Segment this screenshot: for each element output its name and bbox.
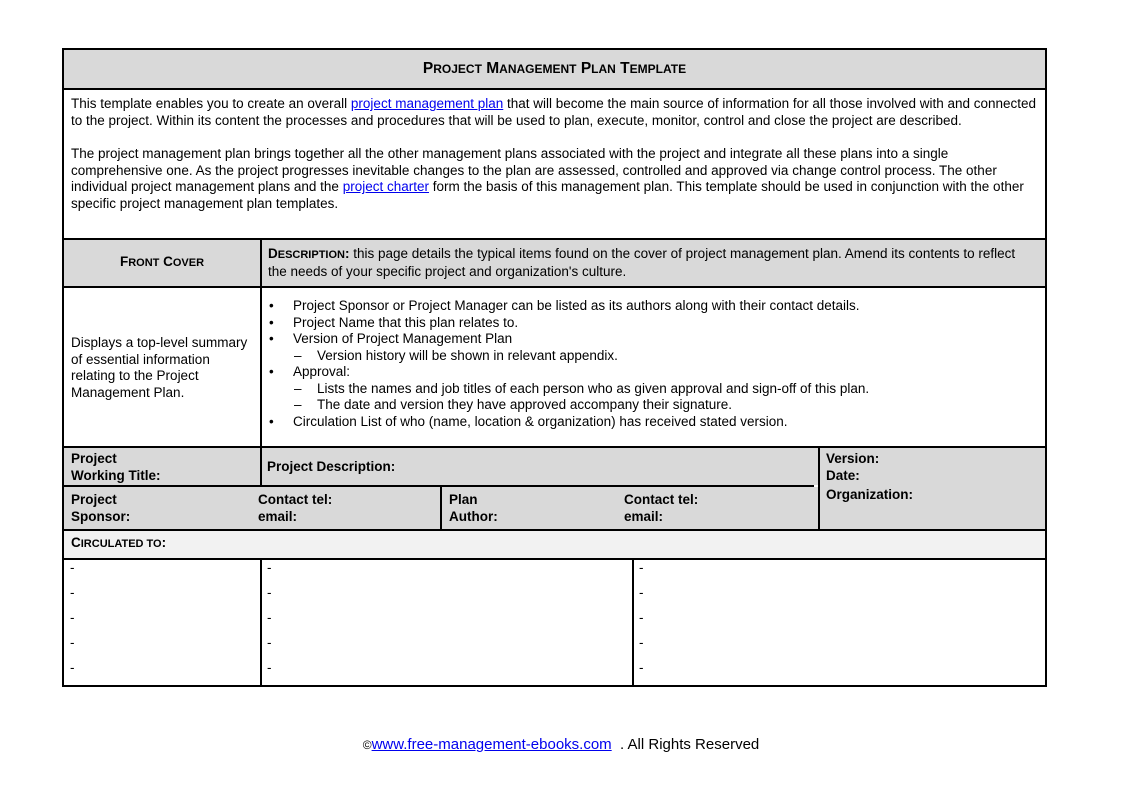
list-item: – Version history will be shown in relevant appendix. (294, 347, 618, 363)
copyright-symbol: © (362, 738, 372, 752)
list-item: - (267, 585, 272, 600)
intro-paragraph-2: The project management plan brings together all the other management plans associated with the project and integrate all these plans into a single comprehensive one. As the project progresses inevitable changes to the plan are assessed, controlled and approved via change control process. The other individual project management plans and the project charter form the basis of this management plan. This template should be used in conjunction with the other specific project management plan templates. (71, 146, 1024, 211)
template-table (62, 48, 1047, 687)
list-item: - (70, 610, 75, 625)
working-title-label: Working Title: (71, 468, 161, 483)
list-item: - (267, 660, 272, 675)
project-label: Project (71, 451, 117, 466)
page-title: PROJECT MANAGEMENT PLAN TEMPLATE (64, 50, 1045, 88)
list-item: - (70, 560, 75, 575)
project-charter-link[interactable]: project charter (342, 179, 429, 194)
list-item: - (267, 560, 272, 575)
project-description-label: Project Description: (267, 459, 396, 474)
version-cell (820, 448, 1045, 485)
contact-tel-label: Contact tel: (258, 492, 333, 507)
divider (64, 286, 1045, 288)
circulated-to-header: CIRCULATED TO: (64, 531, 1045, 558)
intro-text (71, 96, 1039, 229)
divider (64, 558, 1045, 560)
plan-label: Plan (449, 492, 478, 507)
rights-text: . All Rights Reserved (611, 736, 760, 753)
sponsor-label: Sponsor: (71, 509, 131, 524)
list-item: - (639, 585, 644, 600)
website-link[interactable]: www.free-management-ebooks.com (371, 736, 612, 753)
footer (0, 737, 1122, 754)
author-label: Author: (449, 509, 498, 524)
author-cell (442, 487, 818, 529)
version-label: Version: (826, 451, 880, 466)
divider (260, 558, 262, 687)
list-item: – Lists the names and job titles of each person who as given approval and sign-off of this plan. (294, 380, 870, 396)
list-item: - (70, 585, 75, 600)
sponsor-cell (64, 487, 440, 529)
bullet-list (264, 298, 1037, 430)
list-item: • Project Sponsor or Project Manager can be listed as its authors along with their contact details. (269, 298, 860, 313)
circulation-column-1 (70, 560, 75, 685)
divider (632, 558, 634, 687)
section-summary: Displays a top-level summary of essential information relating to the Project Management Plan. (71, 335, 248, 400)
project-description-cell (262, 448, 818, 485)
list-item: - (639, 660, 644, 675)
circulation-column-3 (639, 560, 644, 685)
list-item: - (267, 635, 272, 650)
list-item: - (639, 560, 644, 575)
section-description: DESCRIPTION: this page details the typical items found on the cover of project management plan. Amend its contents to reflect the needs of your specific project and organization's culture. (262, 240, 1045, 286)
section-name: FRONT COVER (64, 240, 260, 286)
list-item: • Version of Project Management Plan (269, 331, 513, 346)
sponsor-project-label: Project (71, 492, 117, 507)
divider (64, 88, 1045, 90)
circulation-column-2 (267, 560, 272, 685)
list-item: • Circulation List of who (name, location & organization) has received stated version. (269, 413, 788, 429)
list-item: • Approval: (269, 364, 351, 379)
email-label: email: (624, 509, 664, 524)
intro-paragraph-1: This template enables you to create an overall project management plan that will become the main source of information for all those involved with and connected to the project. Within its content the processes and procedures that will be used to plan, execute, monitor, control and close the project are described. (71, 96, 1037, 128)
list-item: - (70, 660, 75, 675)
list-item: - (70, 635, 75, 650)
list-item: • Project Name that this plan relates to. (269, 314, 519, 330)
date-label: Date: (826, 468, 860, 483)
working-title-cell (64, 448, 260, 485)
email-label: email: (258, 509, 298, 524)
project-management-plan-link[interactable]: project management plan (350, 96, 504, 111)
list-item: – The date and version they have approved accompany their signature. (294, 397, 733, 412)
list-item: - (267, 610, 272, 625)
list-item: - (639, 610, 644, 625)
organization-cell (820, 485, 1045, 529)
organization-label: Organization: (826, 487, 913, 502)
list-item: - (639, 635, 644, 650)
contact-tel-label: Contact tel: (624, 492, 699, 507)
divider (260, 238, 262, 447)
